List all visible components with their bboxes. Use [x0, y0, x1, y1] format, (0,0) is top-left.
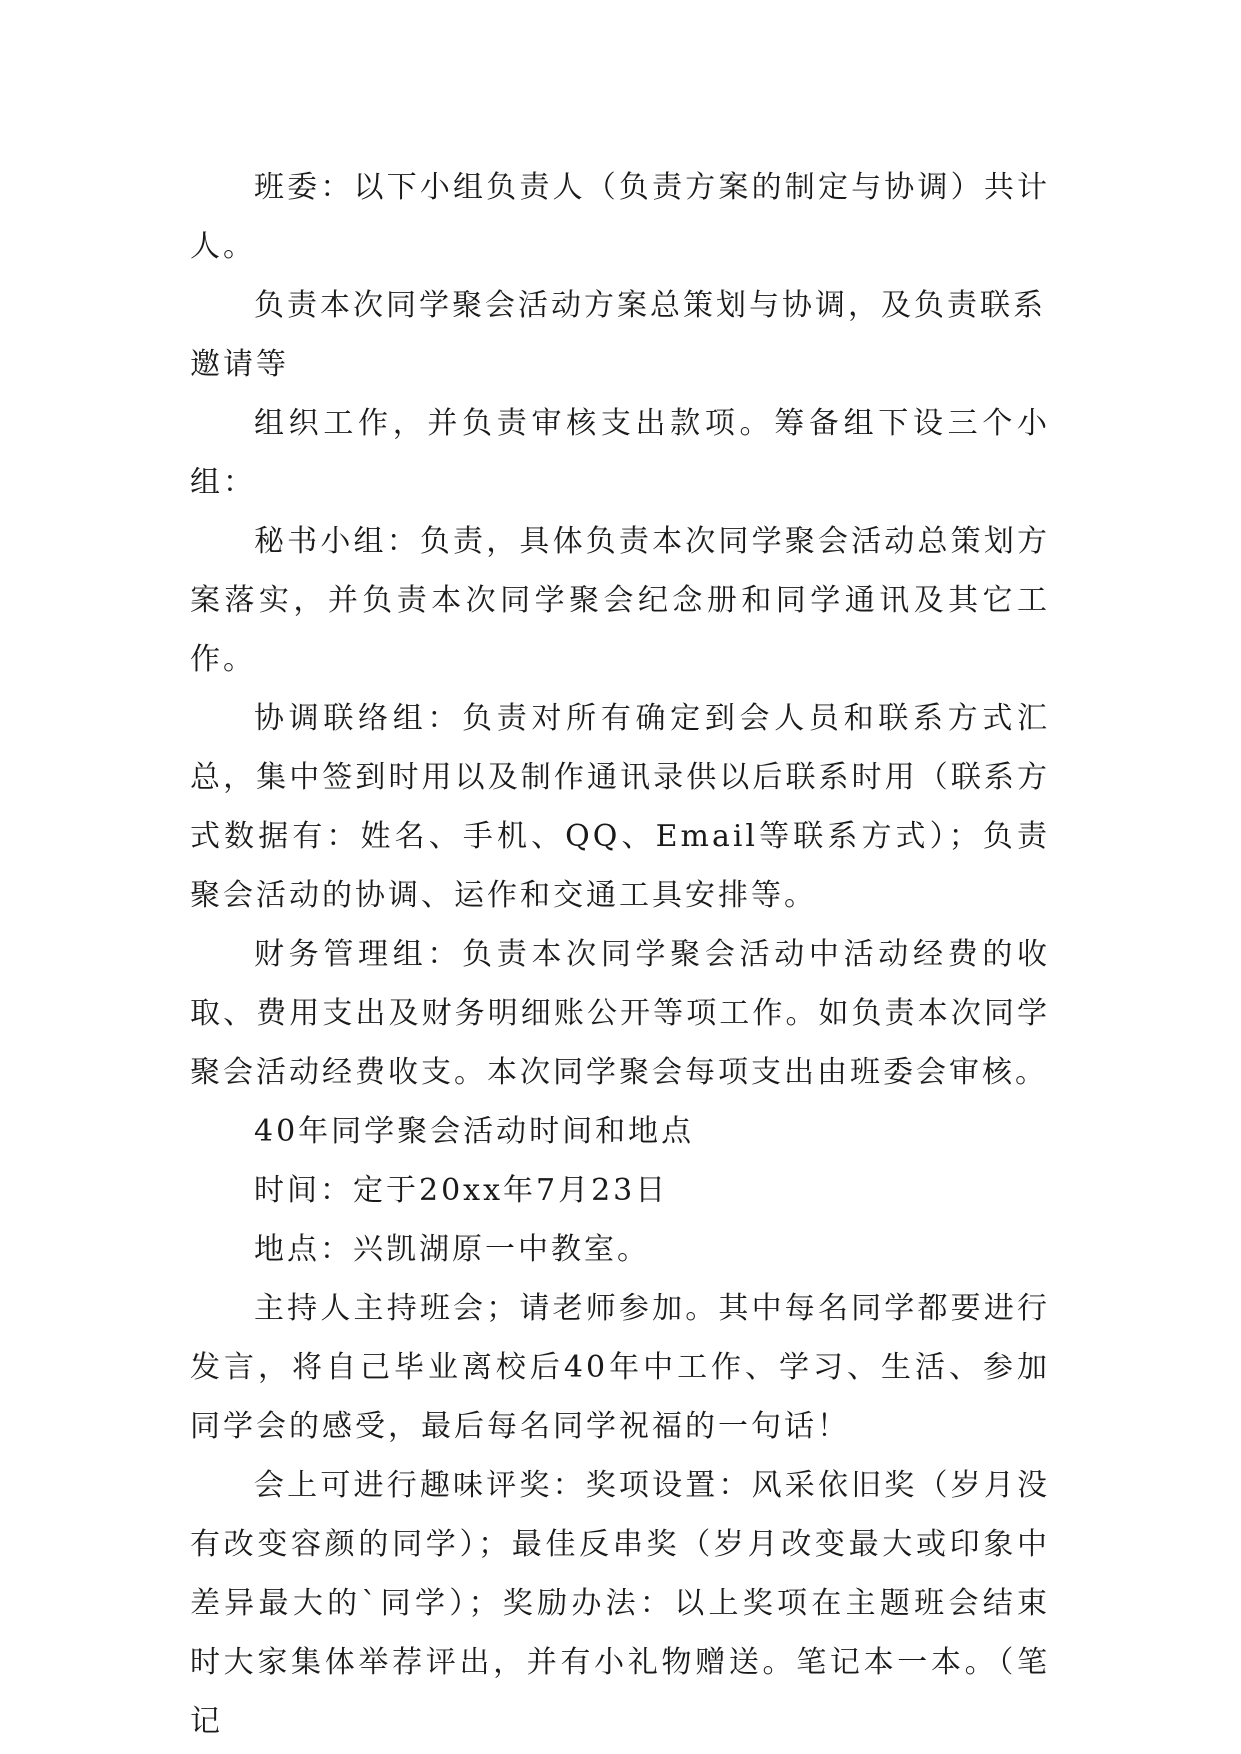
paragraph-secretary-group: 秘书小组：负责，具体负责本次同学聚会活动总策划方案落实，并负责本次同学聚会纪念册和同学通讯及其它工作。: [190, 524, 1050, 677]
paragraph-host-meeting: 主持人主持班会；请老师参加。其中每名同学都要进行发言，将自己毕业离校后40年中工作、学习、生活、参加同学会的感受，最后每名同学祝福的一句话！: [190, 1291, 1050, 1444]
paragraph-finance-group: 财务管理组：负责本次同学聚会活动中活动经费的收取、费用支出及财务明细账公开等项工作。如负责本次同学聚会活动经费收支。本次同学聚会每项支出由班委会审核。: [190, 937, 1050, 1090]
paragraph-planning-duty: 负责本次同学聚会活动方案总策划与协调，及负责联系邀请等: [190, 288, 1046, 382]
paragraph-time: 时间：定于20xx年7月23日: [254, 1173, 669, 1208]
document-body: [190, 158, 1050, 1751]
paragraph-class-committee: 班委：以下小组负责人（负责方案的制定与协调）共计人。: [190, 170, 1050, 264]
paragraph-awards: 会上可进行趣味评奖：奖项设置：风采依旧奖（岁月没有改变容颜的同学）；最佳反串奖（岁月改变最大或印象中差异最大的`同学）；奖励办法：以上奖项在主题班会结束时大家集体举荐评出，并有小礼物赠送。笔记本一本。（笔记: [190, 1468, 1050, 1739]
paragraph-liaison-group: 协调联络组：负责对所有确定到会人员和联系方式汇总，集中签到时用以及制作通讯录供以后联系时用（联系方式数据有：姓名、手机、QQ、Email等联系方式）；负责聚会活动的协调、运作和交通工具安排等。: [190, 701, 1050, 913]
paragraph-time-place-heading: 40年同学聚会活动时间和地点: [254, 1114, 695, 1149]
paragraph-place: 地点：兴凯湖原一中教室。: [254, 1232, 650, 1267]
paragraph-organizing-work: 组织工作，并负责审核支出款项。筹备组下设三个小组：: [190, 406, 1050, 500]
